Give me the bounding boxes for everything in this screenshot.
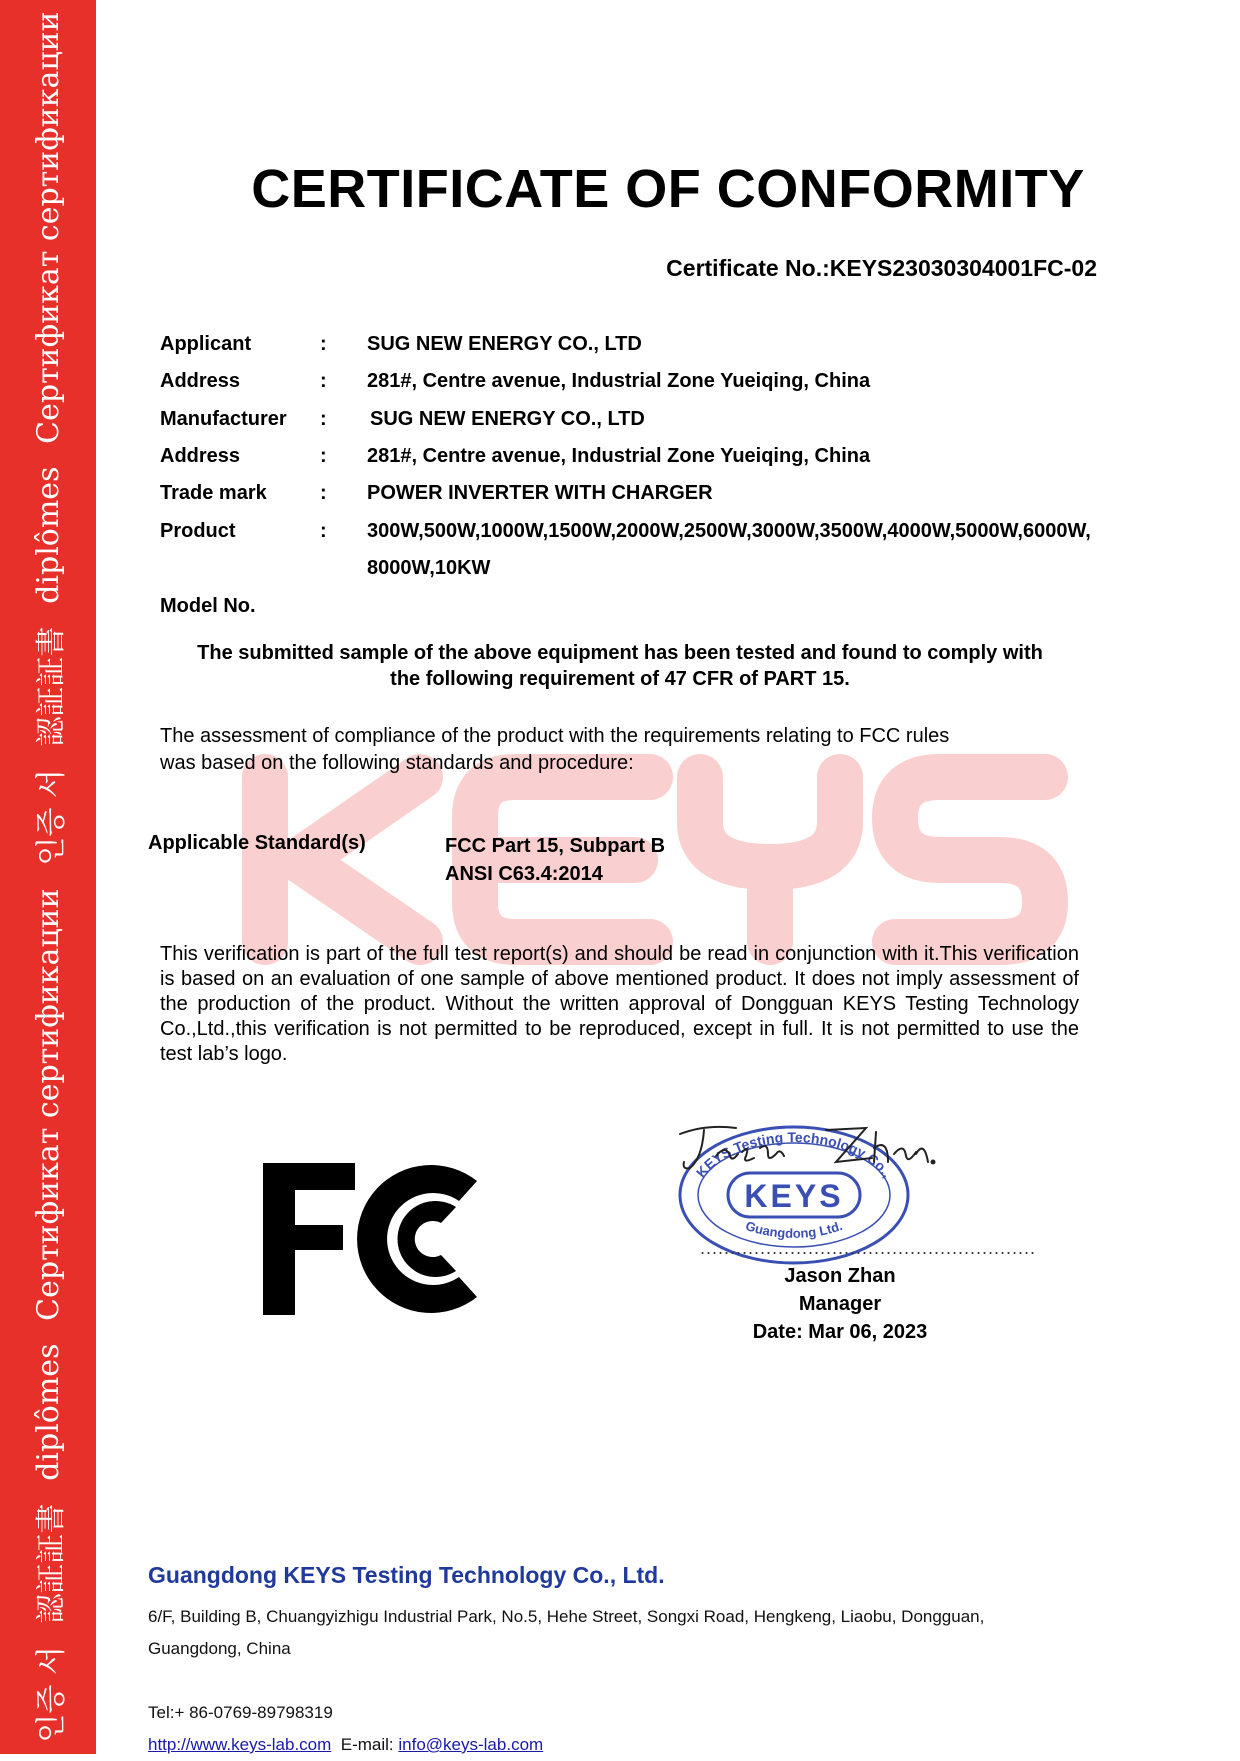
statement-line: The submitted sample of the above equipment has been tested and found to comply with [197, 642, 1043, 664]
compliance-statement [140, 640, 1100, 692]
standard-item: FCC Part 15, Subpart B [445, 835, 666, 857]
field-colon: : [320, 370, 327, 392]
sidebar-phrase: 인증 서 [34, 769, 69, 866]
address-line: 6/F, Building B, Chuangyizhigu Industrial Park, No.5, Hehe Street, Songxi Road, Hengkeng, Liaobu, Dongguan, [148, 1607, 985, 1626]
sidebar-phrase: 認証証書 [34, 1503, 69, 1624]
company-name: Guangdong KEYS Testing Technology Co., Ltd. [148, 1562, 665, 1588]
field-value: POWER INVERTER WITH CHARGER [367, 482, 713, 504]
field-label: Address [160, 370, 241, 392]
sidebar-phrase: 認証証書 [34, 626, 69, 747]
email-link[interactable]: info@keys-lab.com [398, 1735, 544, 1754]
standards-label: Applicable Standard(s) [148, 832, 366, 854]
sidebar-phrase: Сертификат сертификации [30, 888, 66, 1321]
sidebar-phrase: Сертификат сертификации [30, 11, 66, 444]
sidebar-phrase: diplômes [30, 1343, 66, 1481]
address-line: Guangdong, China [148, 1639, 291, 1658]
telephone: Tel:+ 86-0769-89798319 [148, 1703, 333, 1722]
field-colon: : [320, 520, 327, 542]
field-label: Manufacturer [160, 408, 287, 430]
field-label: Trade mark [160, 482, 267, 504]
field-value: 281#, Centre avenue, Industrial Zone Yueiqing, China [367, 370, 871, 392]
sidebar-phrase: diplômes [30, 466, 66, 604]
handwritten-signature [676, 1118, 936, 1181]
field-label: Model No. [160, 595, 256, 617]
verification-paragraph: This verification is part of the full test report(s) and should be read in conjunction with it.This verification is based on an evaluation of one sample of above mentioned product. It does not imply assessment of the production of the product. Without the written approval of Dongguan KEYS Testing Technology Co.,Ltd.,this verification is not permitted to be reproduced, except in full. It is not permitted to use the test lab’s logo. [160, 943, 1079, 1065]
website-link[interactable]: http://www.keys-lab.com [148, 1735, 332, 1754]
issue-date: Date: Mar 06, 2023 [752, 1321, 928, 1343]
sidebar-phrase: 인증 서 [34, 1646, 69, 1743]
field-colon: : [320, 408, 327, 430]
field-label: Address [160, 445, 241, 467]
field-colon: : [320, 333, 327, 355]
signatory-title: Manager [798, 1293, 882, 1315]
signature-line: ........................................................ [700, 1238, 1037, 1258]
field-label: Product [160, 520, 236, 542]
company-address [148, 1601, 984, 1665]
company-contact [148, 1697, 543, 1761]
field-value: 281#, Centre avenue, Industrial Zone Yueiqing, China [367, 445, 871, 467]
stamp-ring-top: KEYS Testing Technology Co., [692, 1128, 896, 1181]
field-value: 300W,500W,1000W,1500W,2000W,2500W,3000W,3500W,4000W,5000W,6000W, [367, 520, 1091, 542]
email-label: E-mail: [340, 1735, 394, 1754]
statement-line: the following requirement of 47 CFR of PART 15. [390, 668, 850, 690]
field-label: Applicant [160, 333, 252, 355]
standards-list [445, 832, 665, 888]
decorative-sidebar [0, 0, 96, 1754]
stamp-center-text: KEYS [744, 1178, 844, 1214]
fcc-logo [263, 1163, 478, 1315]
assessment-line: The assessment of compliance of the product with the requirements relating to FCC rules [160, 725, 950, 747]
field-colon: : [320, 482, 327, 504]
field-value: SUG NEW ENERGY CO., LTD [367, 333, 642, 355]
assessment-paragraph [160, 723, 949, 777]
field-colon: : [320, 445, 327, 467]
signatory-block [700, 1262, 980, 1346]
stamp-ring-bottom: Guangdong Ltd. [743, 1217, 845, 1241]
web-email-line [148, 1729, 543, 1761]
standard-item: ANSI C63.4:2014 [445, 863, 603, 885]
certificate-title: CERTIFICATE OF CONFORMITY [251, 159, 1085, 219]
field-value: 8000W,10KW [367, 557, 491, 579]
assessment-line: was based on the following standards and procedure: [160, 752, 634, 774]
sidebar-phrases [0, 0, 96, 1754]
field-value: SUG NEW ENERGY CO., LTD [370, 408, 645, 430]
signatory-name: Jason Zhan [784, 1265, 896, 1287]
certificate-number: Certificate No.:KEYS23030304001FC-02 [666, 255, 1097, 281]
